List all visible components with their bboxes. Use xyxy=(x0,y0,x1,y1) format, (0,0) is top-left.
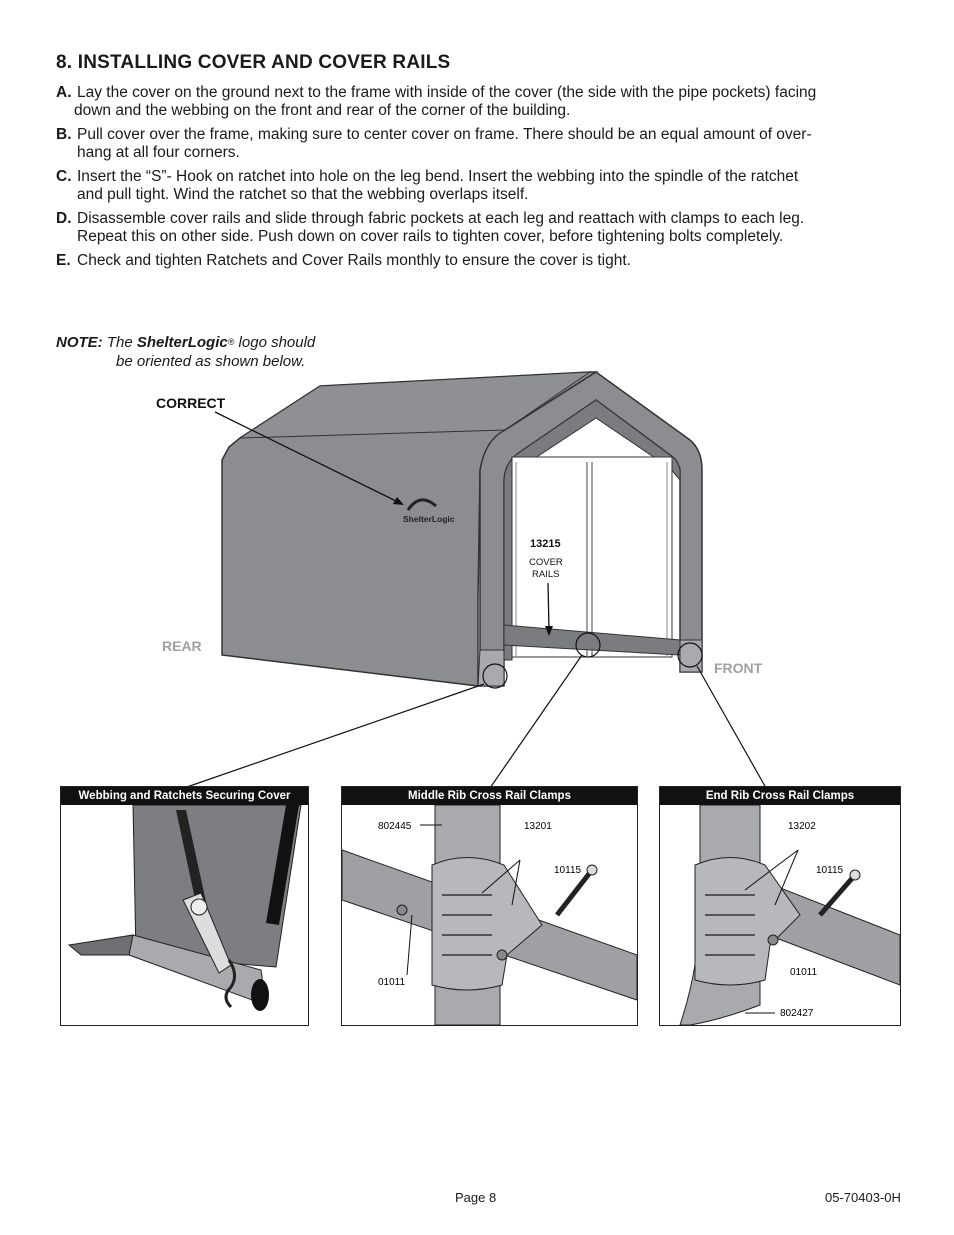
step-letter: E. xyxy=(56,252,71,269)
step-letter: C. xyxy=(56,168,72,185)
clamp-bracket xyxy=(695,858,800,986)
bolt xyxy=(557,870,592,915)
part-label-nut: 01011 xyxy=(790,967,818,978)
clamp-bracket xyxy=(432,858,542,991)
step-text: Pull cover over the frame, making sure to center cover on frame. There should be an equal amount of over- xyxy=(77,126,812,143)
panel-title: Middle Rib Cross Rail Clamps xyxy=(342,787,637,805)
part-label-bolt: 10115 xyxy=(816,865,844,876)
part-label-clamp: 13201 xyxy=(524,821,552,832)
leader-line-end xyxy=(697,666,766,788)
panel-title: Webbing and Ratchets Securing Cover xyxy=(61,787,308,805)
nut-right xyxy=(497,950,507,960)
bolt-head xyxy=(587,865,597,875)
step-text-continued: Repeat this on other side. Push down on cover rails to tighten cover, before tightening bolts completely. xyxy=(77,227,784,245)
nut-left xyxy=(397,905,407,915)
step-text-continued: hang at all four corners. xyxy=(77,143,240,161)
registered-mark: ® xyxy=(227,337,235,347)
step-letter: B. xyxy=(56,126,72,143)
left-leg-base xyxy=(478,650,504,686)
page-number: Page 8 xyxy=(455,1190,497,1205)
step-text: Insert the “S”- Hook on ratchet into hole on the leg bend. Insert the webbing into the spindle of the ratchet xyxy=(77,168,799,185)
part-name-line-1: COVER xyxy=(529,557,563,568)
correct-label: CORRECT xyxy=(156,395,226,411)
leader-line-webbing xyxy=(184,684,484,788)
front-label: FRONT xyxy=(714,660,763,676)
note-label: NOTE: xyxy=(56,334,103,351)
panel-middle-rib-clamps xyxy=(341,786,638,1026)
part-label-bolt: 10115 xyxy=(554,865,582,876)
note-brand: ShelterLogic xyxy=(136,334,228,351)
note-line-2: be oriented as shown below. xyxy=(116,353,306,370)
part-label-nut: 01011 xyxy=(378,977,406,988)
side-logo-text: ShelterLogic xyxy=(403,514,455,524)
part-number-label: 13215 xyxy=(530,538,561,550)
bolt xyxy=(820,875,855,915)
section-title: 8. INSTALLING COVER AND COVER RAILS xyxy=(56,52,451,73)
note-text-post: logo should xyxy=(238,334,316,351)
step-text: Lay the cover on the ground next to the frame with inside of the cover (the side with the pipe pockets) facing xyxy=(77,84,817,101)
pipe-end xyxy=(251,979,269,1011)
step-text: Check and tighten Ratchets and Cover Rails monthly to ensure the cover is tight. xyxy=(77,252,631,269)
end-rib-illustration xyxy=(660,805,900,1025)
webbing-illustration xyxy=(61,805,308,1025)
step-letter: A. xyxy=(56,84,72,101)
panel-title: End Rib Cross Rail Clamps xyxy=(660,787,900,805)
document-code: 05-70403-0H xyxy=(825,1190,901,1205)
step-text-continued: down and the webbing on the front and rear of the corner of the building. xyxy=(74,101,571,119)
part-label-upright: 802445 xyxy=(378,821,412,832)
middle-rib-illustration xyxy=(342,805,637,1025)
step-text: Disassemble cover rails and slide through fabric pockets at each leg and reattach with clamps to each leg. xyxy=(77,210,805,227)
ratchet-spindle xyxy=(191,899,207,915)
panel-end-rib-clamps xyxy=(659,786,901,1026)
panel-webbing-ratchets xyxy=(60,786,309,1026)
part-label-leg: 802427 xyxy=(780,1008,814,1019)
step-letter: D. xyxy=(56,210,72,227)
bolt-head xyxy=(850,870,860,880)
nut xyxy=(768,935,778,945)
cover-flap xyxy=(69,935,133,955)
note-text-pre: The xyxy=(106,334,133,351)
step-text-continued: and pull tight. Wind the ratchet so that the webbing overlaps itself. xyxy=(77,185,529,203)
leader-nut xyxy=(407,915,412,975)
rear-label: REAR xyxy=(162,638,202,654)
part-label-clamp: 13202 xyxy=(788,821,816,832)
part-name-line-2: RAILS xyxy=(532,569,560,580)
